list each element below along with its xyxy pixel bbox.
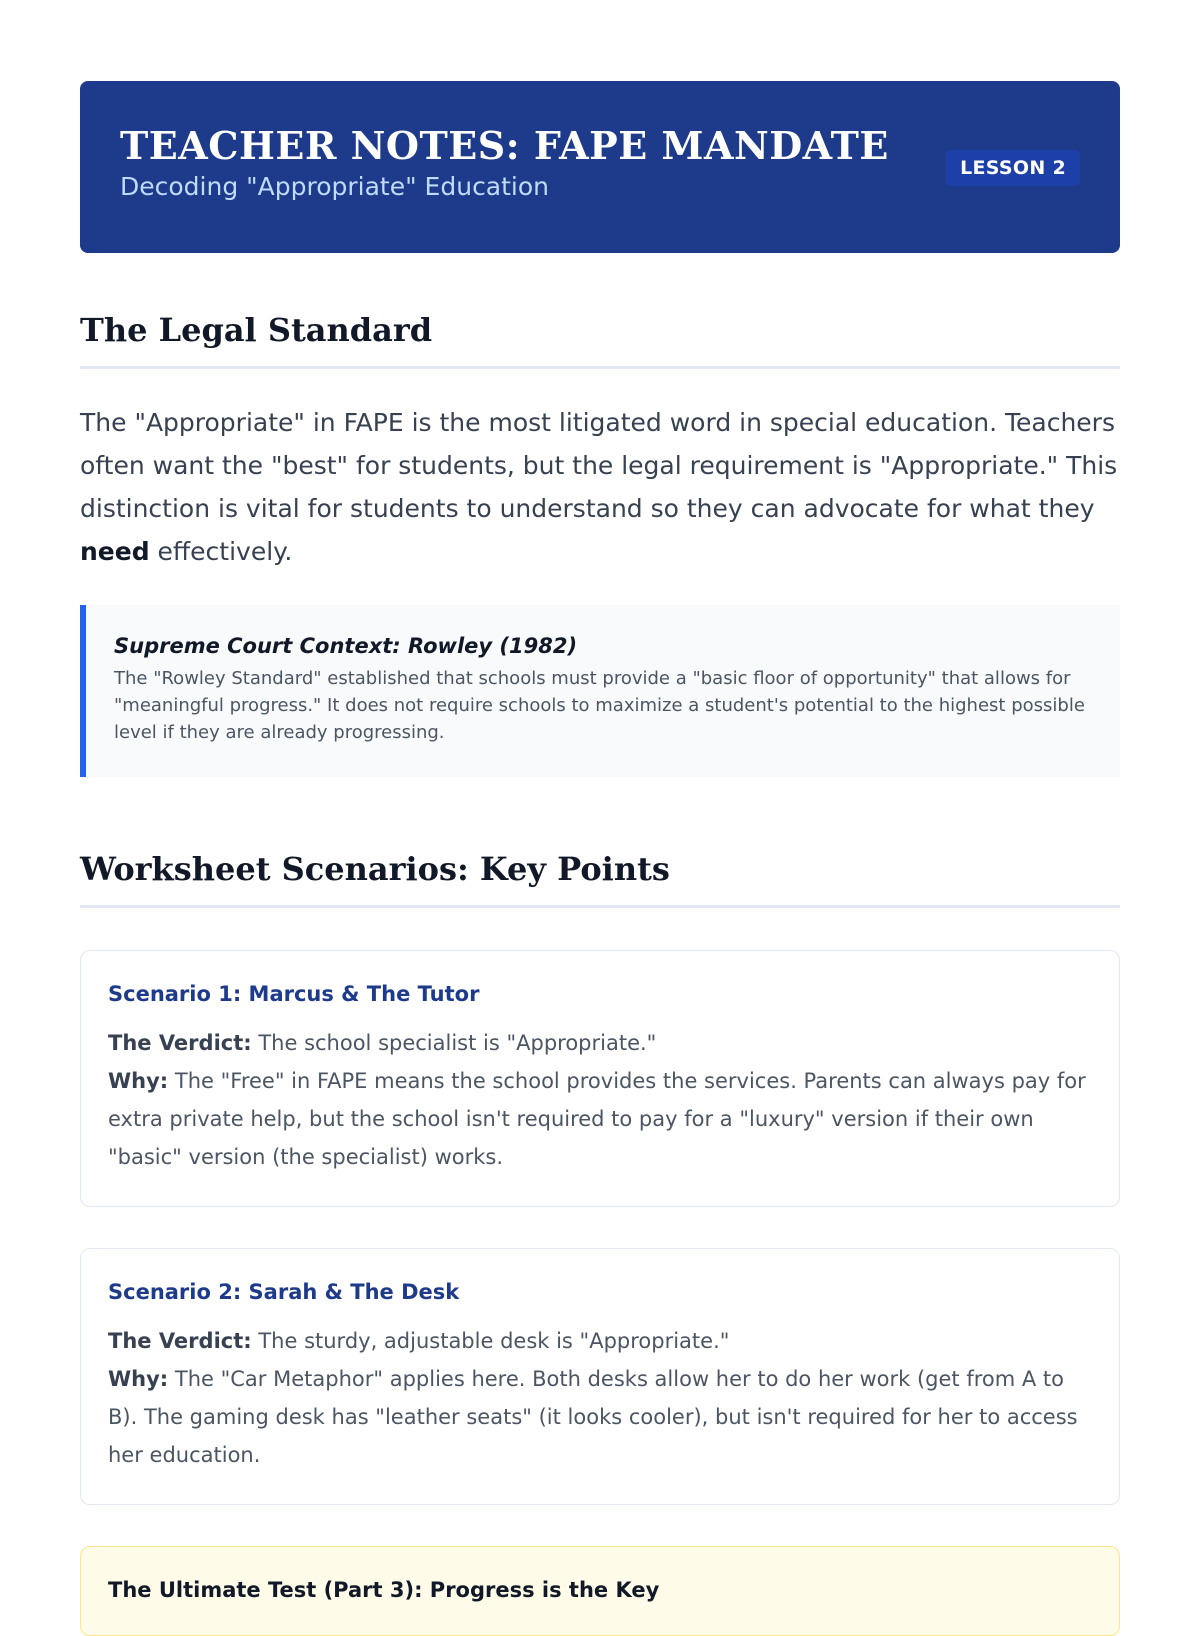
callout-text: The "Rowley Standard" established that schools must provide a "basic floor of opportunity" that allows for "meaningful progress." It does not require schools to maximize a student's potential to the highest possible level if they are already progressing.: [114, 668, 1085, 743]
scenario-title: Scenario 1: Marcus & The Tutor: [108, 982, 480, 1006]
header-banner: [80, 81, 1120, 253]
scenarios-heading: Worksheet Scenarios: Key Points: [80, 849, 1120, 908]
scenario-card: [80, 950, 1120, 1207]
verdict-label: The Verdict:: [108, 1329, 252, 1353]
page-title: TEACHER NOTES: FAPE MANDATE: [120, 123, 889, 168]
rowley-callout: [80, 605, 1120, 777]
callout-title: Supreme Court Context: Rowley (1982): [114, 634, 578, 658]
verdict-line: [108, 1024, 1092, 1062]
scenario-body: [108, 1024, 1092, 1176]
why-text: The "Car Metaphor" applies here. Both desks allow her to do her work (get from A to B). The gaming desk has "leather seats" (it looks cooler), but isn't required for her to access her education.: [108, 1367, 1078, 1467]
why-line: [108, 1360, 1092, 1474]
intro-emphasis: need: [80, 537, 150, 566]
why-text: The "Free" in FAPE means the school provides the services. Parents can always pay for extra private help, but the school isn't required to pay for a "luxury" version if their own "basic" version (the specialist) works.: [108, 1069, 1086, 1169]
intro-text: The "Appropriate" in FAPE is the most litigated word in special education. Teachers often want the "best" for students, but the legal requirement is "Appropriate." This distinction is vital for students to understand so they can advocate for what they: [80, 408, 1118, 523]
page-subtitle: Decoding "Appropriate" Education: [120, 172, 550, 201]
intro-end: effectively.: [149, 537, 293, 566]
ultimate-test-title: The Ultimate Test (Part 3): Progress is the Key: [108, 1578, 660, 1602]
intro-paragraph: [80, 401, 1120, 573]
why-label: Why:: [108, 1367, 169, 1391]
lesson-badge: LESSON 2: [946, 150, 1080, 186]
scenario-card: [80, 1248, 1120, 1505]
teacher-notes-page: [80, 0, 1120, 1636]
scenario-body: [108, 1322, 1092, 1474]
verdict-line: [108, 1322, 1092, 1360]
why-line: [108, 1062, 1092, 1176]
scenario-title: Scenario 2: Sarah & The Desk: [108, 1280, 460, 1304]
why-label: Why:: [108, 1069, 169, 1093]
verdict-label: The Verdict:: [108, 1031, 252, 1055]
ultimate-test-card: [80, 1546, 1120, 1636]
verdict-text: The sturdy, adjustable desk is "Appropriate.": [251, 1329, 730, 1353]
verdict-text: The school specialist is "Appropriate.": [251, 1031, 657, 1055]
legal-standard-heading: The Legal Standard: [80, 310, 1120, 369]
